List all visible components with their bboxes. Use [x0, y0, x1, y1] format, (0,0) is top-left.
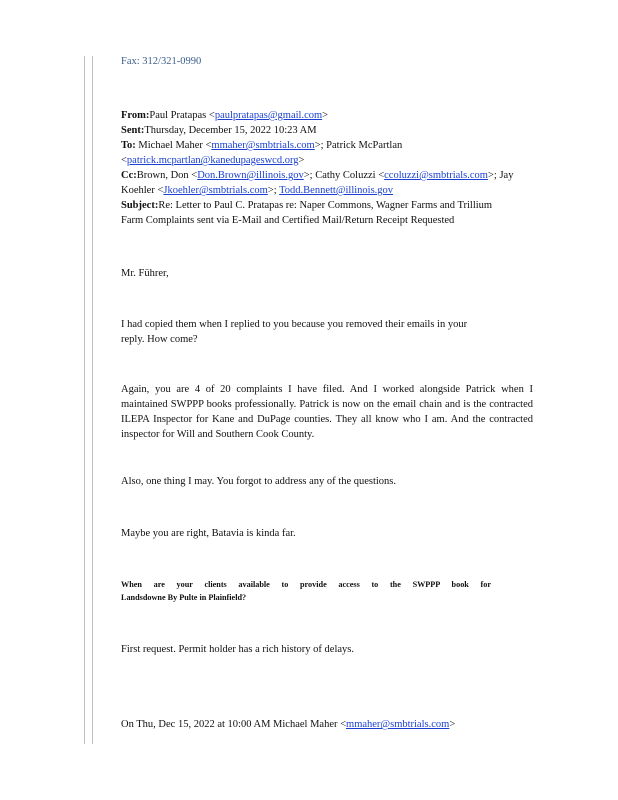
cc-email-link-2[interactable]: ccoluzzi@smbtrials.com: [384, 170, 488, 181]
to-line: [121, 138, 402, 153]
cc-mid-1: >; Cathy Coluzzi <: [303, 170, 385, 181]
subject-line-2: Farm Complaints sent via E-Mail and Certified Mail/Return Receipt Requested: [121, 215, 455, 226]
cc-name-3: Koehler <: [121, 185, 164, 196]
from-label: From:: [121, 110, 150, 121]
paragraph-1-line-1: I had copied them when I replied to you because you removed their emails in your: [121, 319, 468, 330]
sent-line: [121, 123, 317, 138]
cc-email-link-4[interactable]: Todd.Bennett@illinois.gov: [279, 185, 394, 196]
to-line-2: [121, 153, 304, 168]
cc-name-1: Brown, Don <: [136, 170, 198, 181]
fax-line: Fax: 312/321-0990: [121, 56, 202, 67]
from-close: >: [322, 110, 329, 121]
subject-line: [121, 198, 492, 213]
cc-line: [121, 168, 513, 183]
to-email-link-2[interactable]: patrick.mcpartlan@kanedupageswcd.org: [126, 155, 299, 166]
cc-line-2: [121, 183, 393, 198]
paragraph-5-line-2: Landsdowne By Pulte in Plainfield?: [121, 593, 247, 602]
from-line: [121, 108, 328, 123]
reply-email-link[interactable]: mmaher@smbtrials.com: [346, 719, 450, 730]
reply-header: [121, 717, 455, 732]
to-name-1: Michael Maher <: [138, 140, 212, 151]
cc-mid-2: >; Jay: [487, 170, 514, 181]
from-email-link[interactable]: paulpratapas@gmail.com: [214, 110, 323, 121]
paragraph-2: Again, you are 4 of 20 complaints I have filed. And I worked alongside Patrick when I maintained SWPPP books professionally. Patrick is now on the email chain and is the contracted ILEPA Inspector for Kane and DuPage counties. They all know who I am. And the contracted inspector for Will and Southern Cook County.: [121, 384, 533, 440]
sent-value: Thursday, December 15, 2022 10:23 AM: [144, 125, 317, 136]
to-email-link-1[interactable]: mmaher@smbtrials.com: [211, 140, 315, 151]
cc-mid-3: >;: [267, 185, 280, 196]
to-open-2: <: [121, 155, 127, 166]
cc-email-link-3[interactable]: Jkoehler@smbtrials.com: [163, 185, 268, 196]
paragraph-1-line-2: reply. How come?: [121, 334, 198, 345]
cc-label: Cc:: [121, 170, 137, 181]
paragraph-6: First request. Permit holder has a rich history of delays.: [121, 644, 354, 655]
paragraph-5-line-1: When are your clients available to provide access to the SWPPP book for: [121, 580, 491, 589]
cc-email-link-1[interactable]: Don.Brown@illinois.gov: [197, 170, 304, 181]
subject-text-1: Re: Letter to Paul C. Pratapas re: Naper Commons, Wagner Farms and Trillium: [158, 200, 493, 211]
margin-rule-outer: [84, 56, 85, 744]
to-mid: >; Patrick McPartlan: [314, 140, 403, 151]
reply-close: >: [449, 719, 456, 730]
paragraph-4: Maybe you are right, Batavia is kinda far.: [121, 528, 296, 539]
paragraph-3: Also, one thing I may. You forgot to address any of the questions.: [121, 476, 397, 487]
salutation: Mr. Führer,: [121, 268, 169, 279]
margin-rule-inner: [92, 56, 93, 744]
sent-label: Sent:: [121, 125, 145, 136]
to-label: To:: [121, 140, 136, 151]
reply-prefix: On Thu, Dec 15, 2022 at 10:00 AM Michael Maher <: [121, 719, 347, 730]
from-name: Paul Pratapas <: [149, 110, 215, 121]
to-close-2: >: [298, 155, 305, 166]
subject-label: Subject:: [121, 200, 159, 211]
